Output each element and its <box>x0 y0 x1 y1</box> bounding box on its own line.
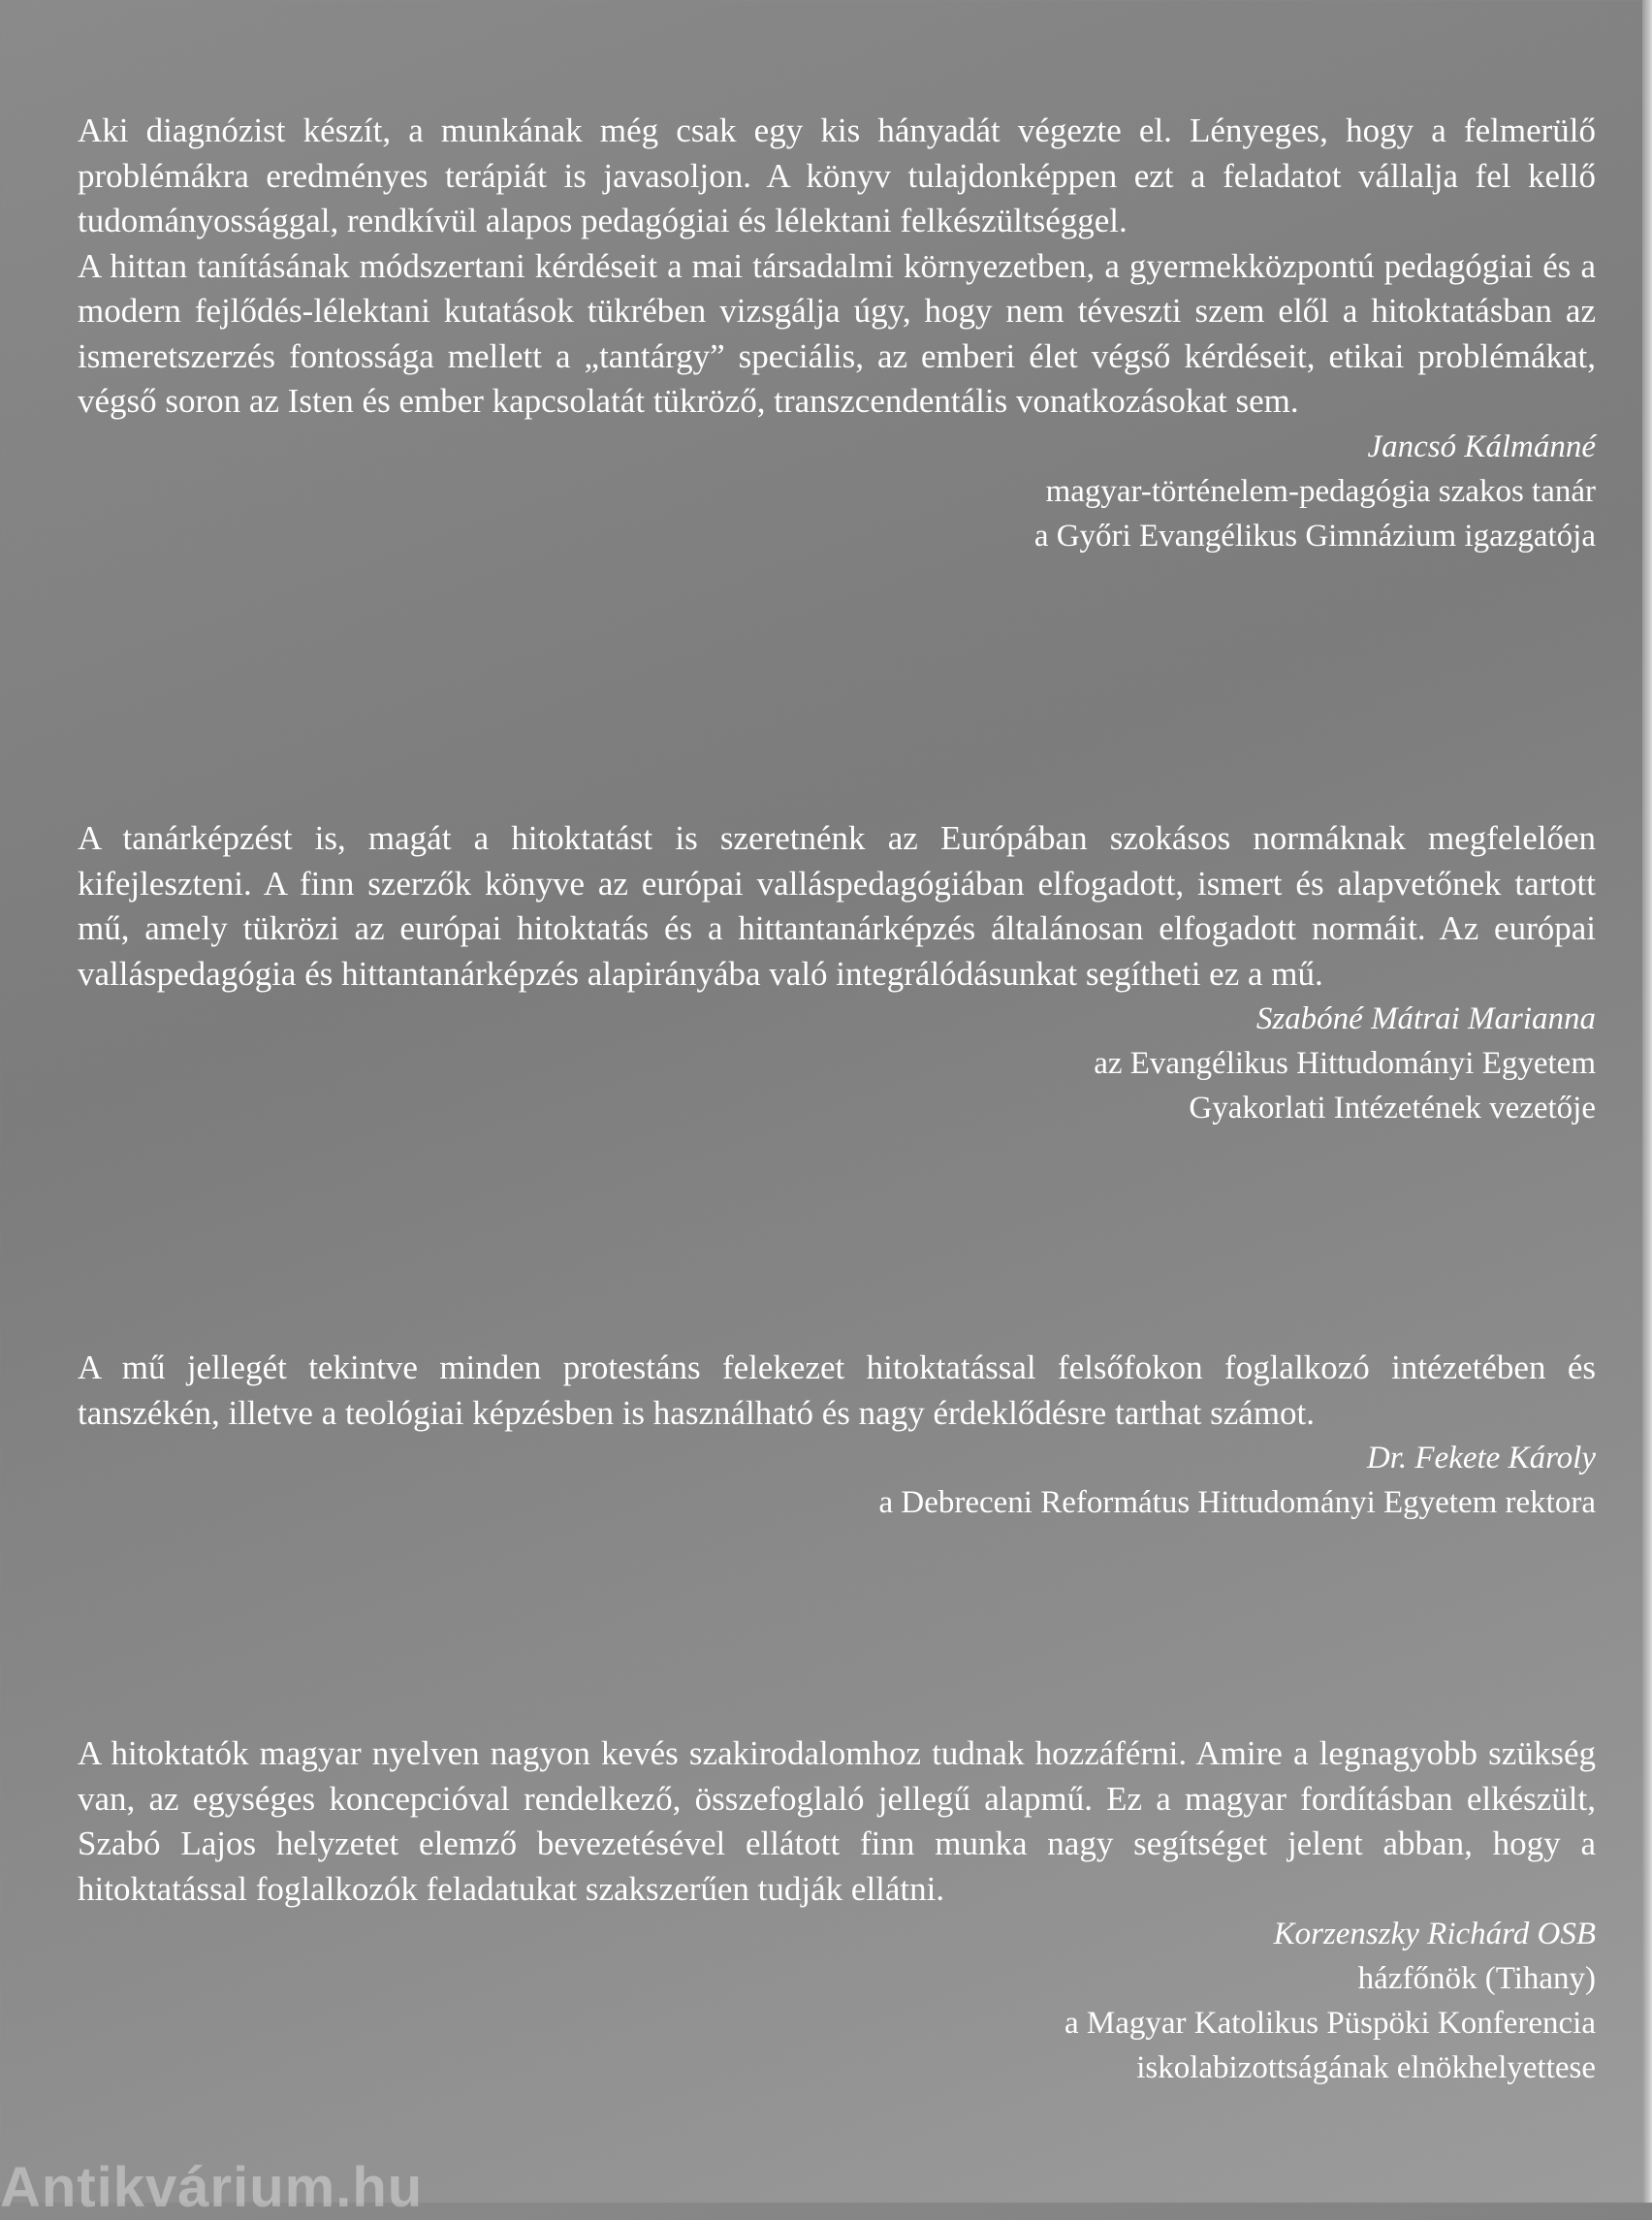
review-section-1 <box>78 109 1596 558</box>
review-paragraph: A mű jellegét tekintve minden protestáns felekezet hitoktatással felsőfokon foglalkozó intézetében és tanszékén, illetve a teológiai képzésben is használható és nagy érdeklődésre tarthat számot. <box>78 1348 1596 1432</box>
review-section-2 <box>78 816 1596 1130</box>
watermark-logo: Antikvárium.hu <box>0 2156 424 2219</box>
reviewer-title: a Győri Evangélikus Gimnázium igazgatója <box>1033 518 1596 554</box>
reviewer-title: Gyakorlati Intézetének vezetője <box>1189 1091 1596 1126</box>
review-paragraph: Aki diagnózist készít, a munkának még csak egy kis hányadát végezte el. Lényeges, hogy a felmerülő problémákra eredményes terápiát is javasoljon. A könyv tulajdonképpen ezt a feladatot vállalja fel kellő tudományossággal, rendkívül alapos pedagógiai és lélektani felkészültséggel. <box>78 111 1596 239</box>
reviewer-name: Jancsó Kálmánné <box>1367 428 1596 464</box>
reviewer-title: a Debreceni Református Hittudományi Egyetem rektora <box>878 1485 1596 1520</box>
review-section-4 <box>78 1731 1596 2090</box>
review-paragraph: A hitoktatók magyar nyelven nagyon kevés szakirodalomhoz tudnak hozzáférni. Amire a legnagyobb szükség van, az egységes koncepcióval rendelkező, összefoglaló jellegű alapmű. Ez a magyar fordításban elkészült, Szabó Lajos helyzetet elemző bevezetésével ellátott finn munka nagy segítséget jelent abban, hogy a hitoktatással foglalkozók feladatukat szakszerűen tudják ellátni. <box>78 1734 1596 1908</box>
reviewer-title: iskolabizottságának elnökhelyettese <box>1136 2050 1596 2085</box>
review-section-3 <box>78 1346 1596 1525</box>
reviewer-name: Korzenszky Richárd OSB <box>1273 1917 1596 1951</box>
reviewer-name: Dr. Fekete Károly <box>1366 1441 1596 1475</box>
review-paragraph: A tanárképzést is, magát a hitoktatást is szeretnénk az Európában szokásos normáknak megfelelően kifejleszteni. A finn szerzők könyve az európai valláspedagógiában elfogadott, ismert és alapvetőnek tartott mű, amely tükrözi az európai hitoktatás és a hittantanárképzés általánosan elfogadott normáit. Az európai valláspedagógia és hittantanárképzés alapirányába való integrálódásunkat segítheti ez a mű. <box>78 819 1596 993</box>
reviewer-title: a Magyar Katolikus Püspöki Konferencia <box>1064 2006 1596 2041</box>
reviewer-name: Szabóné Mátrai Marianna <box>1255 1001 1596 1036</box>
review-paragraph: A hittan tanításának módszertani kérdéseit a mai társadalmi környezetben, a gyermekközpontú pedagógiai és a modern fejlődés-lélektani kutatások tükrében vizsgálja úgy, hogy nem téveszti szem elől a hitoktatásban az ismeretszerzés fontossága mellett a „tantárgy” speciális, az emberi élet végső kérdéseit, etikai problémákat, végső soron az Isten és ember kapcsolatát tükröző, transzcendentális vonatkozásokat sem. <box>78 246 1596 420</box>
reviewer-title: magyar-történelem-pedagógia szakos tanár <box>1045 473 1596 509</box>
reviewer-title: házfőnök (Tihany) <box>1357 1961 1596 1996</box>
book-spine-edge <box>1642 0 1652 2203</box>
reviewer-title: az Evangélikus Hittudományi Egyetem <box>1094 1046 1596 1081</box>
